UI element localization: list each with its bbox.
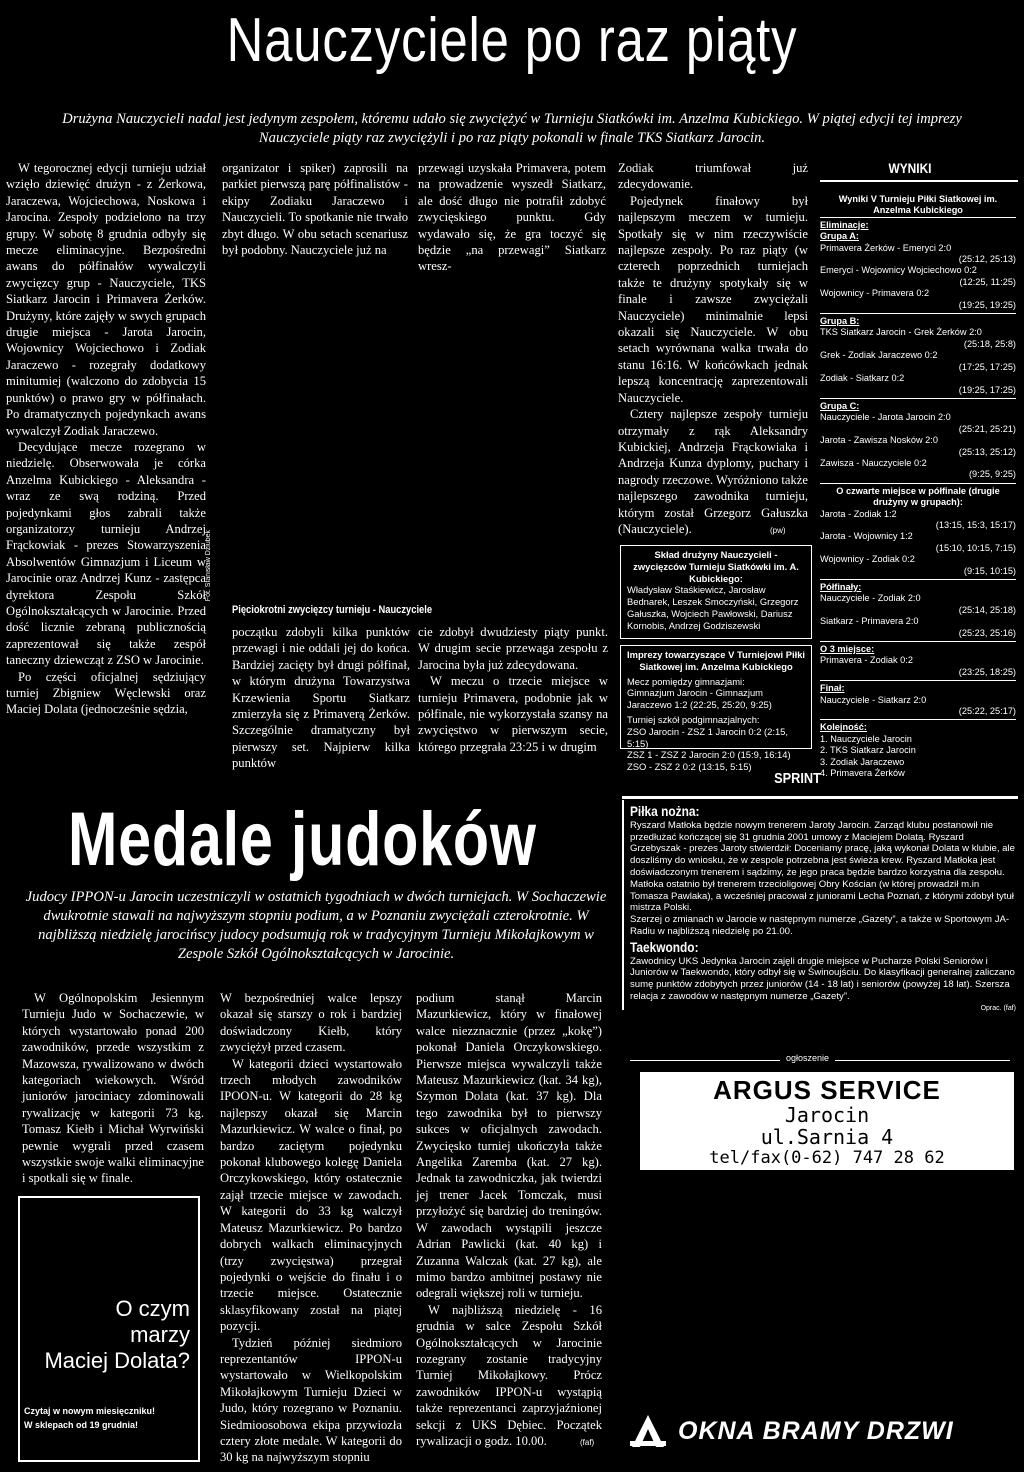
promo-headline	[20, 1296, 190, 1374]
article2-column-3	[416, 990, 602, 1449]
result-line: Nauczyciele - Zodiak 2:0	[820, 593, 921, 604]
article1-column-3-top	[418, 160, 606, 275]
lead-judo: Judocy IPPON-u Jarocin uczestniczyli w ostatnich tygodniach w dwóch turniejach. W Sochaczewie dwukrotnie stawali na najwyższym stopniu podium, a w Poznaniu zwyciężali czterokrotnie. W najbliższą niedzielę jarocińscy judocy podsumują rok w tradycyjnym Turnieju Mikołajkowym w Zespole Szkół Ogólnokształcących w Jarocinie.	[25, 889, 607, 962]
article1-column-3-bottom	[418, 624, 608, 755]
sprint-paragraph: Ryszard Matłoka będzie nowym trenerem Jaroty Jarocin. Zarząd klubu postanowił nie przedłużać kończącej się 31 grudnia 2001 umowy z Maciejem Dolatą. Ryszard Grzebyszak - prezes Jaroty stwierdził: Doceniamy pracę, jaką wykonał Dolata w klubie, ale doszliśmy do wniosku, że w zespole potrzebna jest świeża krew. Ryszard Matłoka jest doświadczonym trenerem i sądzimy, że jego praca będzie bardzo korzystna dla zespołu.	[630, 819, 1015, 878]
paragraph: Po części oficjalnej sędziujący turniej Zbigniew Węclewski oraz Maciej Dolata (jednocześnie sędzia,	[6, 669, 206, 717]
side-event-line: ZSO - ZSZ 2 0:2 (13:15, 5:15)	[627, 761, 752, 773]
signature: (faf)	[580, 1438, 595, 1447]
result-score: (12:25, 11:25)	[959, 276, 1016, 287]
result-line: Jarota - Zodiak 1:2	[820, 508, 897, 519]
lead-nauczyciele: Drużyna Nauczycieli nadal jest jedynym zespołem, któremu udało się zwyciężyć w Turnieju Siatkówki im. Anzelma Kubickiego. W piątej edycji tej imprezy Nauczyciele piąty raz zwyciężyli i po raz piąty pokonali w finale TKS Siatkarz Jarocin.	[62, 111, 962, 146]
paragraph: początku zdobyli kilka punktów przewagi i nie oddali jej do końca. Bardziej zacięty był drugi półfinał, w którym drużyna Towarzystwa Krzewienia Sportu Siatkarz zmierzyła się z Primaverą Żerków. Szczególnie dramatyczny był pierwszy set. Najpierw kilka punktów	[232, 625, 410, 771]
promo-line: Maciej Dolata?	[44, 1348, 190, 1373]
result-score: (25:18, 25:8)	[963, 338, 1016, 349]
article1-column-2-top	[222, 160, 408, 258]
argus-ad	[640, 1072, 1014, 1170]
photo-caption: Pięciokrotni zwycięzcy turnieju - Nauczyciele	[232, 604, 433, 616]
result-score: (9:15, 10:15)	[963, 565, 1016, 576]
paragraph: Cztery najlepsze zespoły turnieju otrzymały z rąk Aleksandry Kubickiej, Andrzeja Frąckowiaka i Andrzeja Kunza dyplomy, puchary i nagrody rzeczowe. Wyróżniono także najlepszego zawodnika turnieju, którym został Grzegorz Gałuszka (Nauczyciele).	[618, 407, 808, 536]
promo-small	[24, 1404, 155, 1432]
okna-ad	[628, 1406, 1018, 1456]
result-score: (15:10, 10:15, 7:15)	[935, 542, 1016, 553]
result-score: (19:25, 17:25)	[958, 384, 1016, 395]
argus-name: ARGUS SERVICE	[713, 1075, 941, 1105]
paragraph: organizator i spiker) zaprosili na parkiet pierwszą parę półfinalistów - ekipy Zodiaku Jaraczewo i Nauczycieli. To spotkanie nie trwało zbyt długo. W obu setach scenariusz był podobny. Nauczyciele już na	[222, 161, 408, 258]
promo-small-line: W sklepach od 19 grudnia!	[24, 1420, 139, 1430]
result-score: (25:23, 25:16)	[958, 627, 1016, 638]
argus-street: ul.Sarnia 4	[760, 1125, 894, 1149]
signature: (pw)	[770, 526, 786, 535]
paragraph: W bezpośredniej walce lepszy okazał się starszy o rok i bardziej doświadczony Kiełb, który zwyciężył przed czasem.	[220, 991, 402, 1055]
result-score: (9:25, 9:25)	[969, 469, 1016, 480]
headline-nauczyciele: Nauczyciele po raz piąty	[226, 6, 798, 75]
result-line: Nauczyciele - Siatkarz 2:0	[820, 694, 927, 705]
ranking-line: 3. Zodiak Jaraczewo	[820, 756, 905, 767]
result-line: Primavera - Zodiak 0:2	[820, 655, 913, 666]
results-header: WYNIKI	[888, 160, 932, 176]
team-roster-box	[620, 545, 812, 639]
ranking-line: 1. Nauczyciele Jarocin	[820, 733, 912, 744]
ranking-line: 4. Primavera Żerków	[820, 768, 905, 779]
results-title: Wyniki V Turnieju Piłki Siatkowej im. Anzelma Kubickiego	[820, 194, 1016, 218]
roster-title: Skład drużyny Nauczycieli - zwycięzców Turnieju Siatkówki im. A. Kubickiego:	[633, 549, 799, 584]
paragraph: W tegorocznej edycji turnieju udział wzięło dziewięć drużyn - z Żerkowa, Jaraczewa, Wojciechowa, Noskowa i Jarocina. Zespoły podzielono na trzy grupy. W sobotę 8 grudnia odbyły się mecze eliminacyjne. Bezpośredni awans do półfinałów wywalczyli zwycięzcy grup - Nauczyciele, TKS Siatkarz Jarocin i Primavera Żerków. Drużyny, które zajęły w swych grupach drugie miejsca - Jarota Jarocin, Wojownicy Wojciechowo i Zodiak Jaraczewo - rozegrały dodatkowy minitumiej (walczono do zdobycia 15 punktów) o prawo gry w półfinałach. Po dramatycznych pojedynkach awans wywalczył Zodiak Jaraczewo.	[6, 161, 206, 438]
result-line: Wojownicy - Primavera 0:2	[820, 288, 930, 299]
paragraph: Tydzień później siedmioro reprezentantów IPPON-u wystartowało w Wielkopolskim Mikołajkowym Turnieju Dzieci w Judo, który rozegrano w Poznaniu. Siedmioosobowa ekipa przywiozła cztery złote medale. W kategorii do 30 kg na najwyższym stopniu	[220, 1335, 402, 1465]
results-section: Grupa C:	[820, 398, 1016, 412]
sprint-rule	[622, 796, 1018, 799]
promo-line: O czym	[115, 1296, 190, 1321]
sprint-section-title: Taekwondo:	[630, 938, 699, 955]
results-section: Finał:	[820, 680, 1016, 694]
promo-small-line: Czytaj w nowym miesięczniku!	[24, 1406, 156, 1416]
results-box	[820, 194, 1016, 780]
result-line: Grek - Zodiak Jaraczewo 0:2	[820, 350, 938, 361]
result-line: Zawisza - Nauczyciele 0:2	[820, 457, 927, 468]
result-line: Zodiak - Siatkarz 0:2	[820, 373, 905, 384]
results-section: Eliminacje:	[820, 219, 869, 230]
results-rule	[820, 180, 1018, 182]
sprint-section-title: Piłka nożna:	[630, 803, 700, 819]
result-score: (19:25, 19:25)	[958, 299, 1016, 310]
ad-label: ogłoszenie	[780, 1053, 835, 1063]
okna-text: OKNA BRAMY DRZWI	[678, 1416, 954, 1445]
results-section: O czwarte miejsce w półfinale (drugie drużyny w grupach):	[820, 483, 1016, 509]
side-events-box	[620, 645, 812, 773]
result-score: (25:12, 25:13)	[958, 254, 1016, 265]
side-events-title: Imprezy towarzyszące V Turniejowi Piłki Siatkowej im. Anzelma Kubickiego	[627, 649, 806, 672]
result-score: (25:14, 25:18)	[958, 604, 1016, 615]
paragraph: Decydujące mecze rozegrano w niedzielę. Obserwowała je córka Anzelma Kubickiego - Aleksandra - wraz ze swą rodziną. Przed pojedynkami głos zabrali także organizatorzy turnieju Andrzej Frąckowiak - prezes Stowarzyszenia Absolwentów Gimnazjum i Liceum w Jarocinie oraz Andrzej Kunz - zastępca dyrektora Zespołu Szkół Ogólnokształcących w Jarocinie. Przed dość licznie zebraną publicznością zaprezentował się także zespół taneczny dziewcząt z ZSO w Jarocinie.	[6, 439, 206, 668]
result-score: (17:25, 17:25)	[958, 361, 1016, 372]
results-section: Kolejność:	[820, 719, 1016, 733]
ranking-line: 2. TKS Siatkarz Jarocin	[820, 745, 916, 756]
sprint-box	[630, 803, 1016, 1015]
paragraph: Zodiak triumfował już zdecydowanie.	[618, 161, 808, 192]
result-score: (25:21, 25:21)	[958, 423, 1016, 434]
argus-phone: tel/fax(0-62) 747 28 62	[709, 1148, 945, 1168]
result-line: Jarota - Wojownicy 1:2	[820, 531, 913, 542]
paragraph: podium stanął Marcin Mazurkiewicz, który w finałowej walce niezznacznie (przez „kokę”) pokonał Daniela Orczykowskiego. Pierwsze miejsca wywalczyli także Mateusz Mazurkiewicz (kat. 34 kg), Szymon Dolata (kat. 37 kg). Dla tego zawodnika był to pierwszy sukces w oficjalnych zawodach. Zwycięsko turniej ukończyła także Angelika Zaremba (kat. 27 kg). Jednak ta zawodniczka, jak twierdzi jej trener Jacek Tomczak, musi przyłożyć się bardziej do treningów. W zawodach wystąpili jeszcze Adrian Pawlicki (kat. 40 kg) i Zuzanna Walczak (kat. 27 kg), ale mimo bardzo ambitnej postawy nie odegrali większej roli w turnieju.	[416, 991, 602, 1301]
result-line: Primavera Żerków - Emeryci 2:0	[820, 242, 952, 253]
promo-line: marzy	[130, 1322, 190, 1347]
side-event-line: Mecz pomiędzy gimnazjami:	[627, 675, 745, 687]
result-score: (25:22, 25:17)	[958, 706, 1016, 717]
paragraph: W Ogólnopolskim Jesiennym Turnieju Judo w Sochaczewie, w których wystartowało ponad 200 zawodników, przede wszystkim z Mazowsza, rywalizowano w dwóch kategoriach wiekowych. Wśród juniorów jarociniacy zdominowali rywalizację w kategorii 73 kg. Tomasz Kiełb i Michał Wyrwiński pewnie wygrali przed czasem wszystkie swoje walki eliminacyjne i spotkali się w finale.	[22, 991, 204, 1186]
side-event-line: ZSO Jarocin - ZSZ 1 Jarocin 0:2 (2:15, 5:15)	[627, 725, 788, 749]
sprint-signature: Oprac. (faf)	[980, 1004, 1016, 1012]
result-line: TKS Siatkarz Jarocin - Grek Żerków 2:0	[820, 327, 982, 338]
paragraph: Pojedynek finałowy był najlepszym meczem w turnieju. Spotkały się w nim rzeczywiście najlepsze zespoły. Po raz piąty (w czterech poprzednich turniejach także te drużyny spotykały się w finale i zawsze zwyciężali Nauczyciele) minimalnie lepsi okazali się Nauczyciele. W obu setach wyrównana walka trwała do stanu 16:16. W końcówkach jednak lepszą koncentrację zaprezentowali Nauczyciele.	[618, 193, 808, 405]
result-line: Nauczyciele - Jarota Jarocin 2:0	[820, 412, 951, 423]
article1-column-4	[618, 160, 808, 537]
promo-box	[18, 1196, 200, 1462]
side-event-line: Turniej szkół podgimnazjalnych:	[627, 713, 760, 725]
logo-a-icon	[628, 1411, 668, 1451]
argus-city: Jarocin	[784, 1103, 870, 1127]
side-event-line: Gimnazjum Jarocin - Gimnazjum Jaraczewo 1:2 (22:25, 25:20, 9:25)	[627, 687, 772, 711]
paragraph: cie zdobył dwudziesty piąty punkt. W drugim secie przewaga zespołu z Jarocina była już zdecydowana.	[418, 625, 608, 672]
paragraph: W kategorii dzieci wystartowało trzech młodych zawodników IPOON-u. W kategorii do 28 kg najlepszy okazał się Marcin Mazurkiewicz. W walce o finał, po bardzo zaciętym pojedynku pokonał klubowego kolegę Daniela Orczykowskiego, który ostatecznie zajął trzecie miejsce w zawodach. W kategorii do 33 kg walczył Mateusz Mazurkiewicz. Po bardzo dobrych walkach eliminacyjnych (trzy zwycięstwa) przegrał pojedynki o wejście do finału i o trzecie miejsce. Ostatecznie sklasyfikowany został na piątej pozycji.	[220, 1056, 402, 1334]
result-score: (13:15, 15:3, 15:17)	[935, 519, 1016, 530]
sprint-paragraph: Szerzej o zmianach w Jarocie w następnym numerze „Gazety”, a także w Sportowym JA-Radiu w najbliższą niedzielę po 21.00.	[630, 914, 1010, 937]
roster-text: Władysław Staśkiewicz, Jarosław Bednarek, Leszek Smoczyński, Grzegorz Gałuszka, Wojciech Pawłowski, Dariusz Kornobis, Andrzej Godziszewski	[627, 584, 799, 631]
headline-judo: Medale judoków	[68, 797, 537, 882]
sprint-paragraph: Zawodnicy UKS Jedynka Jarocin zajęli drugie miejsce w Pucharze Polski Seniorów i Juniorów w Taekwondo, który odbył się w Świnoujściu. Do klasyfikacji generalnej zaliczano sumę punktów zdobytych przez juniorów (14 - 18 lat) i seniorów (powyżej 18 lat). Szersza relacja z zawodów w następnym numerze „Gazety”.	[630, 955, 1015, 1002]
sprint-paragraph: Matłoka ostatnio był trenerem trzecioligowej Obry Kościan (w której prowadził m.in Tomasza Pawlaka), a wcześniej pracował z juniorami Lecha Poznań, z którymi zdobył tytuł mistrza Polski.	[630, 878, 1014, 914]
paragraph: W meczu o trzecie miejsce w turnieju Primavera, podobnie jak w półfinale, nie wykorzystała szansy na zwycięstwo w pierwszym secie, którego przegrała 23:25 i w drugim	[418, 674, 608, 754]
result-line: Jarota - Zawisza Nosków 2:0	[820, 435, 938, 446]
article2-column-1	[22, 990, 204, 1187]
results-section: Półfinały:	[820, 579, 1016, 593]
article1-column-2-bottom	[232, 624, 410, 772]
photo-credit: Fot. Stanisław Dziubek	[205, 530, 212, 602]
side-event-line: ZSZ 1 - ZSZ 2 Jarocin 2:0 (15:9, 16:14)	[627, 749, 791, 761]
paragraph: przewagi uzyskała Primavera, potem na prowadzenie wyszedł Siatkarz, ale dość długo nie potrafił zdobyć zwycięskiego punktu. Gdy wydawało się, że gra toczyć się będzie „na przewagi” Siatkarz wresz-	[418, 161, 606, 274]
result-score: (23:25, 18:25)	[958, 666, 1016, 677]
results-section: O 3 miejsce:	[820, 641, 1016, 655]
result-line: Siatkarz - Primavera 2:0	[820, 616, 919, 627]
result-line: Wojownicy - Zodiak 0:2	[820, 554, 915, 565]
results-section: Grupa B:	[820, 313, 1016, 327]
sprint-header: SPRINT	[774, 770, 821, 787]
result-line: Emeryci - Wojownicy Wojciechowo 0:2	[820, 265, 977, 276]
article1-column-1	[6, 160, 206, 718]
sprint-left-rule	[622, 800, 624, 1010]
article2-column-2	[220, 990, 402, 1466]
results-section: Grupa A:	[820, 231, 859, 242]
result-score: (25:13, 25:12)	[958, 446, 1016, 457]
paragraph: W najbliższą niedzielę - 16 grudnia w salce Zespołu Szkół Ogólnokształcących w Jarocinie rozegrany zostanie tradycyjny Turniej Mikołajkowy. Prócz zawodników IPPON-u wystąpią także reprezentanci zaprzyjaźnionej sekcji z UKS Dębiec. Początek rywalizacji o godz. 10.00.	[416, 1302, 602, 1448]
